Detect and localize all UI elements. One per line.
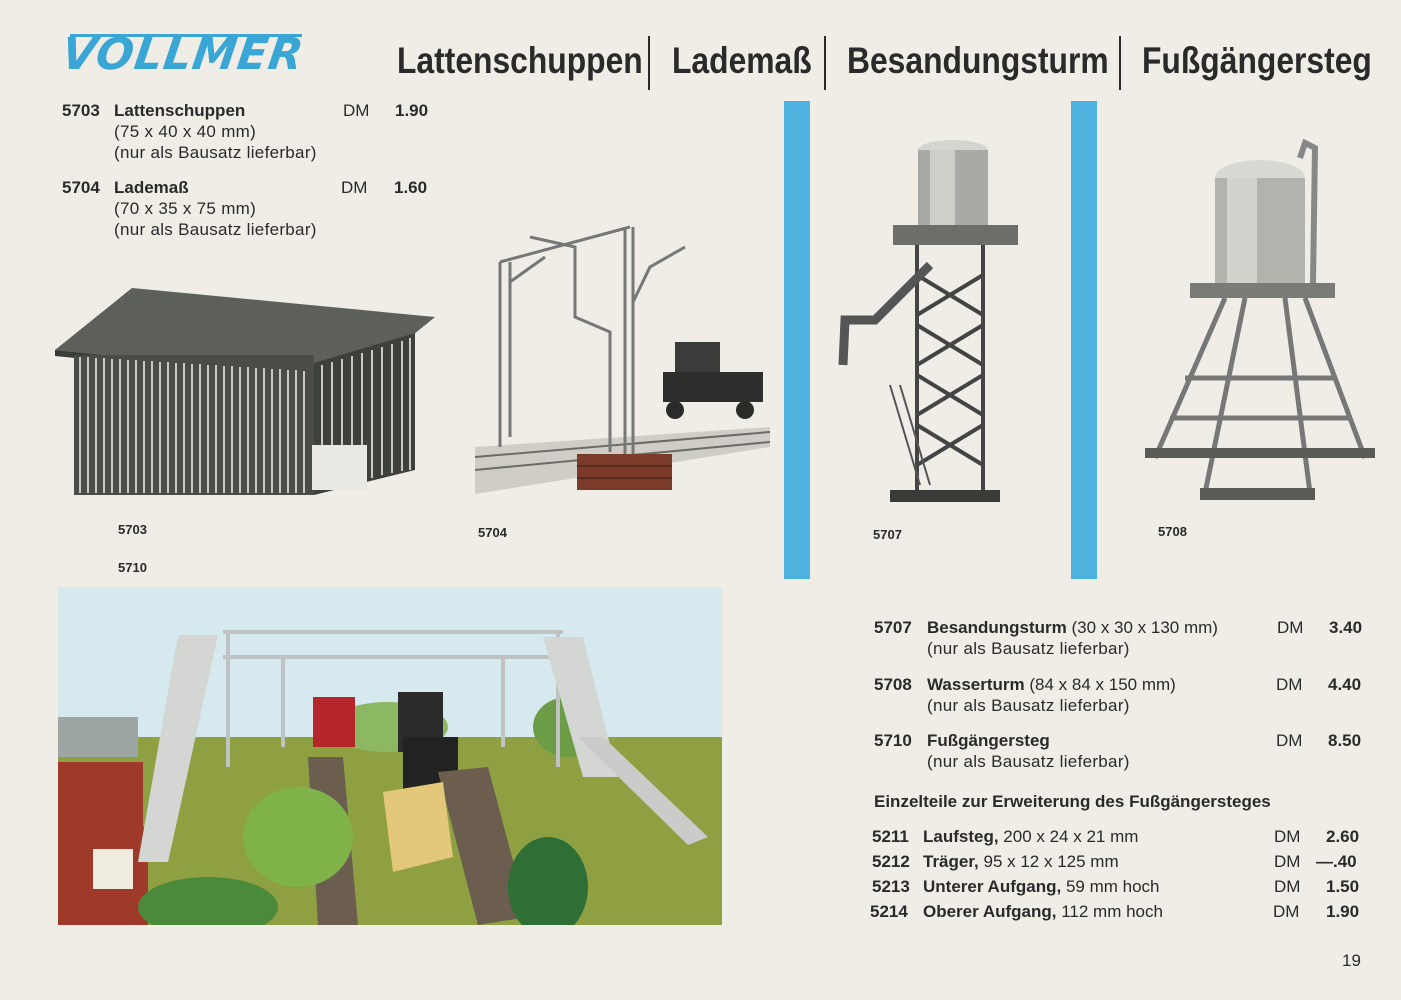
item-number: 5708 [874, 675, 912, 694]
product-item-5704 [62, 177, 442, 240]
part-dims: 200 x 24 x 21 mm [998, 827, 1139, 846]
part-currency: DM [1274, 852, 1301, 871]
product-item-5703 [62, 100, 442, 163]
part-price: 1.90 [1326, 902, 1360, 921]
item-dims: (30 x 30 x 130 mm) [1066, 618, 1218, 637]
logo-text: VOLLMER [58, 29, 308, 80]
part-price: 1.50 [1326, 877, 1360, 896]
product-item-5707 [874, 617, 1369, 659]
item-dims: (84 x 84 x 150 mm) [1024, 675, 1176, 694]
item-currency: DM [343, 101, 370, 120]
item-price: 4.40 [1328, 675, 1362, 694]
item-number: 5710 [874, 731, 912, 750]
item-name: Lattenschuppen [114, 101, 246, 120]
part-row-5211 [872, 826, 1367, 847]
loading-gauge-illustration [475, 222, 775, 497]
item-name: Besandungsturm [927, 618, 1067, 637]
item-currency: DM [1276, 675, 1303, 694]
part-number: 5211 [872, 827, 909, 846]
part-dims: 112 mm hoch [1056, 902, 1163, 921]
footbridge-photo [58, 587, 722, 925]
accent-bar-right [1071, 101, 1097, 579]
item-name: Lademaß [114, 178, 189, 197]
product-item-5710 [874, 730, 1369, 772]
item-size: (75 x 40 x 40 mm) [114, 122, 257, 141]
part-currency: DM [1273, 902, 1300, 921]
part-currency: DM [1274, 877, 1301, 896]
item-note: (nur als Bausatz lieferbar) [927, 639, 1130, 658]
item-price: 1.60 [394, 178, 428, 197]
part-name: Laufsteg, [923, 827, 999, 846]
heading-divider [824, 36, 826, 90]
part-name: Oberer Aufgang, [923, 902, 1057, 921]
caption-5710: 5710 [118, 560, 147, 575]
part-price: —.40 [1316, 852, 1357, 871]
part-row-5212 [872, 851, 1367, 872]
part-name: Unterer Aufgang, [923, 877, 1062, 896]
heading-divider [1119, 36, 1121, 90]
caption-5704: 5704 [478, 525, 507, 540]
item-number: 5704 [62, 178, 100, 197]
product-item-5708 [874, 674, 1369, 716]
part-number: 5212 [872, 852, 910, 871]
parts-heading: Einzelteile zur Erweiterung des Fußgängersteges [874, 792, 1271, 811]
vollmer-logo [58, 29, 308, 80]
heading-lattenschuppen: Lattenschuppen [397, 40, 643, 81]
sanding-tower-illustration [835, 135, 1035, 510]
item-name: Wasserturm [927, 675, 1025, 694]
page-number: 19 [1342, 951, 1361, 970]
item-note: (nur als Bausatz lieferbar) [927, 696, 1130, 715]
item-note: (nur als Bausatz lieferbar) [114, 220, 317, 239]
caption-5707: 5707 [873, 527, 902, 542]
part-row-5213 [872, 876, 1367, 897]
item-note: (nur als Bausatz lieferbar) [114, 143, 317, 162]
part-name: Träger, [923, 852, 979, 871]
shed-illustration [50, 285, 440, 500]
item-number: 5707 [874, 618, 912, 637]
item-currency: DM [1276, 731, 1303, 750]
heading-besandungsturm: Besandungsturm [847, 40, 1109, 81]
part-currency: DM [1274, 827, 1301, 846]
caption-5703: 5703 [118, 522, 147, 537]
item-number: 5703 [62, 101, 100, 120]
part-dims: 59 mm hoch [1061, 877, 1160, 896]
part-dims: 95 x 12 x 125 mm [978, 852, 1119, 871]
heading-lademass: Lademaß [672, 40, 812, 81]
part-number: 5214 [870, 902, 908, 921]
heading-fussgaengersteg: Fußgängersteg [1142, 40, 1372, 81]
item-price: 8.50 [1328, 731, 1362, 750]
item-currency: DM [1277, 618, 1304, 637]
heading-divider [648, 36, 650, 90]
item-size: (70 x 35 x 75 mm) [114, 199, 257, 218]
part-number: 5213 [872, 877, 910, 896]
item-name: Fußgängersteg [927, 731, 1050, 750]
caption-5708: 5708 [1158, 524, 1187, 539]
item-price: 1.90 [395, 101, 429, 120]
item-note: (nur als Bausatz lieferbar) [927, 752, 1130, 771]
item-currency: DM [341, 178, 368, 197]
part-row-5214 [870, 901, 1367, 922]
accent-bar-left [784, 101, 810, 579]
water-tower-illustration [1145, 138, 1375, 513]
item-price: 3.40 [1329, 618, 1363, 637]
part-price: 2.60 [1326, 827, 1360, 846]
